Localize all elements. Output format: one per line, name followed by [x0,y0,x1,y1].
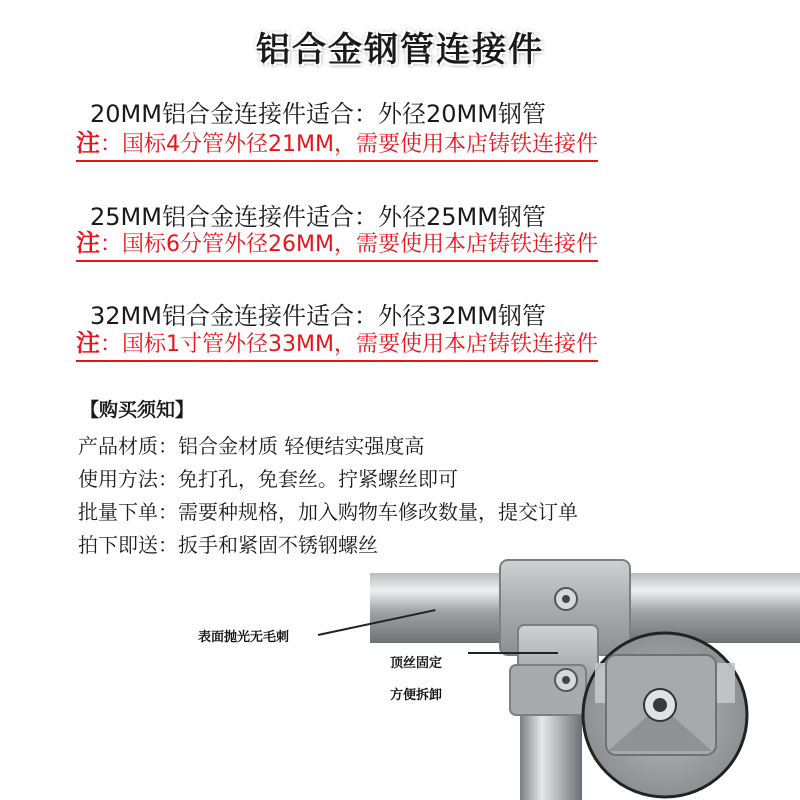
note-prefix: 注 [76,129,100,157]
tee-connector-illustration [370,555,800,800]
callout-line-screw [468,652,558,654]
spec-20mm-fit: 20MM铝合金连接件适合：外径20MM钢管 [90,100,546,128]
notice-usage: 使用方法：免打孔，免套丝。拧紧螺丝即可 [78,467,458,491]
spec-25mm-fit: 25MM铝合金连接件适合：外径25MM钢管 [90,203,546,231]
spec-32mm-note [76,329,598,362]
note-text: ：国标4分管外径21MM，需要使用本店铸铁连接件 [100,132,598,157]
product-photo [370,555,800,800]
callout-screw-fixing: 顶丝固定 [390,656,443,671]
notice-gift: 拍下即送：扳手和紧固不锈钢螺丝 [78,533,378,557]
purchase-notice-heading: 【购买须知】 [80,399,195,421]
notice-material: 产品材质：铝合金材质 轻便结实强度高 [78,434,425,458]
spec-25mm-note [76,229,598,262]
callout-easy-disassembly: 方便拆卸 [390,688,443,703]
notice-bulk-order: 批量下单：需要种规格，加入购物车修改数量，提交订单 [78,500,578,524]
note-text: ：国标6分管外径26MM，需要使用本店铸铁连接件 [100,232,598,257]
page-title: 铝合金钢管连接件 [256,30,544,70]
note-prefix: 注 [76,229,100,257]
spec-32mm-fit: 32MM铝合金连接件适合：外径32MM钢管 [90,302,546,330]
note-prefix: 注 [76,329,100,357]
callout-surface-polished: 表面抛光无毛刺 [198,630,290,645]
spec-20mm-note [76,129,598,162]
note-text: ：国标1寸管外径33MM，需要使用本店铸铁连接件 [100,332,598,357]
